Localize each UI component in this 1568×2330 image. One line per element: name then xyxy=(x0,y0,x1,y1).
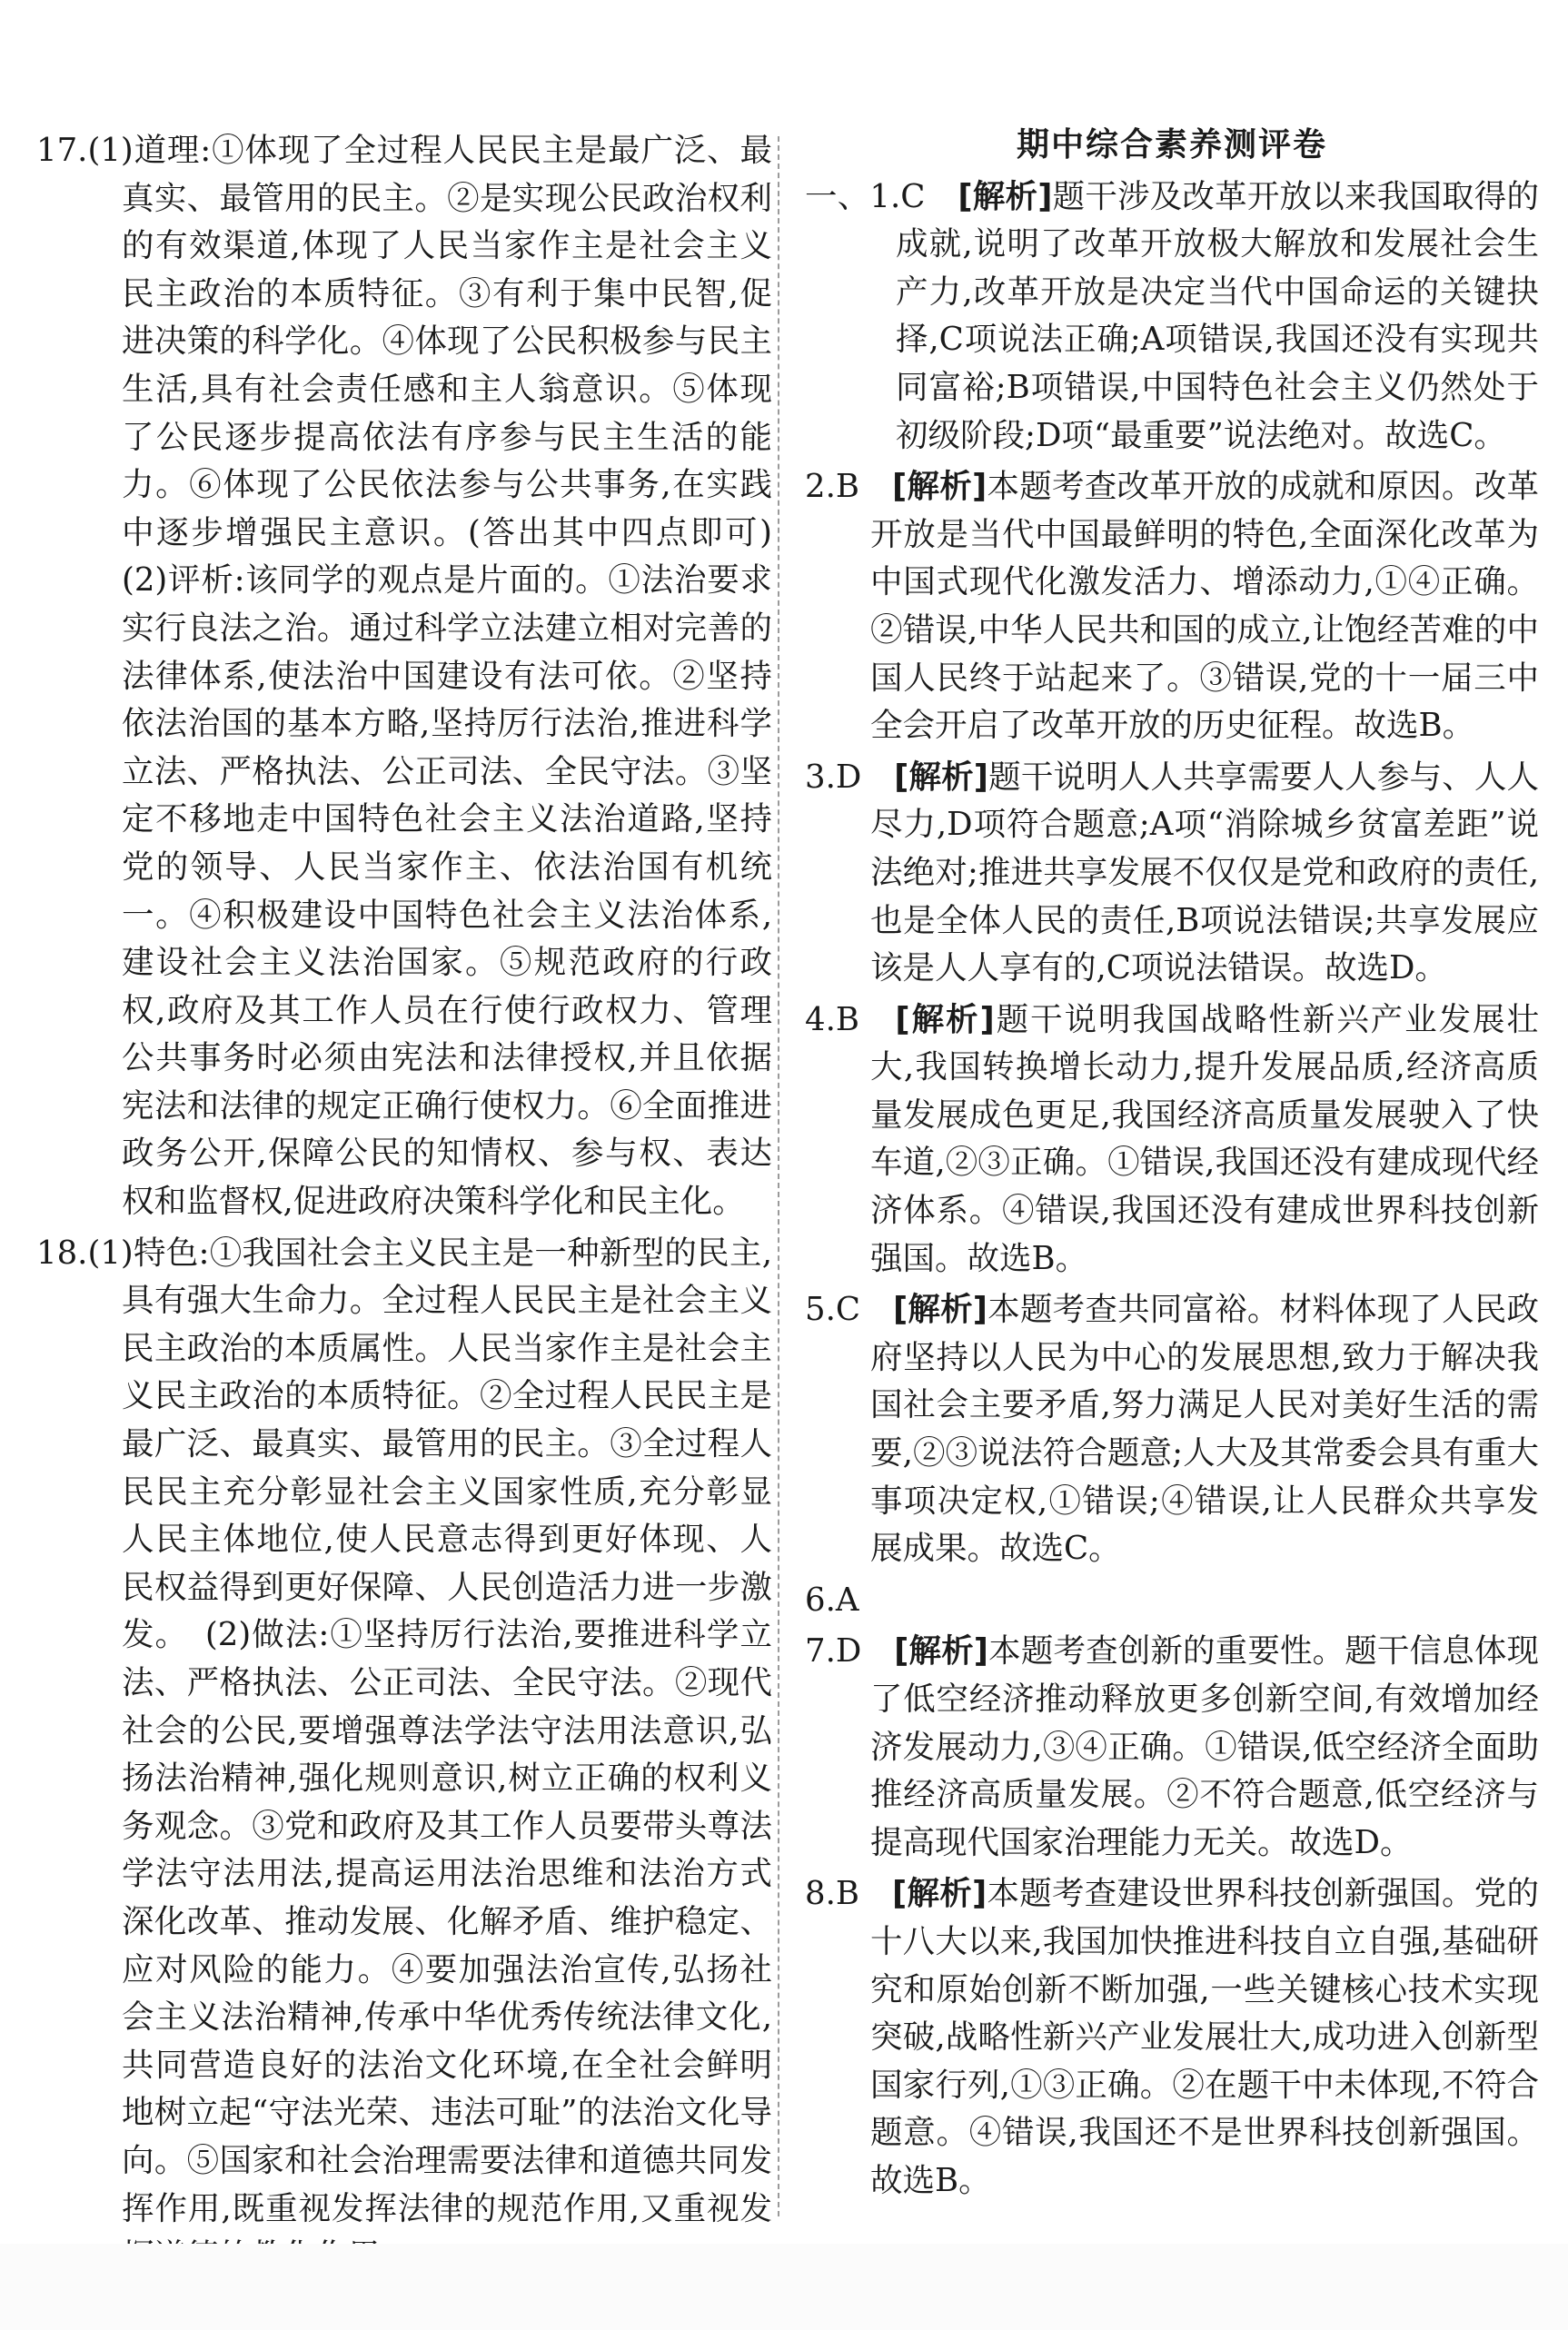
item-text: 题干说明我国战略性新兴产业发展壮大,我国转换增长动力,提升发展品质,经济高质量发展成色更足,我国经济高质量发展驶入了快车道,②③正确。①错误,我国还没有建成现代经济体系。④错误,我国还没有建成世界科技创新强国。故选B。 xyxy=(870,1000,1539,1277)
item-text: (1)道理:①体现了全过程人民民主是最广泛、最真实、最管用的民主。②是实现公民政治权利的有效渠道,体现了人民当家作主是社会主义民主政治的本质特征。③有利于集中民智,促进决策的科学化。④体现了公民积极参与民主生活,具有社会责任感和主人翁意识。⑤体现了公民逐步提高依法有序参与民主生活的能力。⑥体现了公民依法参与公共事务,在实践中逐步增强民主意识。(答出其中四点即可) (2)评析:该同学的观点是片面的。①法治要求实行良法之治。通过科学立法建立相对完善的法律体系,使法治中国建设有法可依。②坚持依法治国的基本方略,坚持厉行法治,推进科学立法、严格执法、公正司法、全民守法。③坚定不移地走中国特色社会主义法治道路,坚持党的领导、人民当家作主、依法治国有机统一。④积极建设中国特色社会主义法治体系,建设社会主义法治国家。⑤规范政府的行政权,政府及其工作人员在行使行政权力、管理公共事务时必须由宪法和法律授权,并且依据宪法和法律的规定正确行使权力。⑥全面推进政务公开,保障公民的知情权、参与权、表达权和监督权,促进政府决策科学化和民主化。 xyxy=(87,132,805,1221)
section-prefix: 一、 xyxy=(805,177,870,215)
item-answer: D xyxy=(835,1632,862,1671)
item-answer: D xyxy=(835,758,862,796)
item-number: 4. xyxy=(805,1000,836,1038)
item-number: 7. xyxy=(805,1632,836,1671)
column-divider xyxy=(778,136,779,2216)
item-answer: B xyxy=(835,1875,859,1913)
item-answer: B xyxy=(835,1000,859,1038)
item-text: 本题考查共同富裕。材料体现了人民政府坚持以人民为中心的发展思想,致力于解决我国社会主要矛盾,努力满足人民对美好生活的需要,②③说法符合题意;人大及其常委会具有重大事项决定权,①错误;④错误,让人民群众共享发展成果。故选C。 xyxy=(870,1291,1539,1568)
item-number: 5. xyxy=(805,1291,836,1329)
jiexi-label: [解析] xyxy=(892,1291,988,1329)
item-number: 6. xyxy=(805,1581,836,1619)
jiexi-label: [解析] xyxy=(895,1000,995,1038)
answer-item-4 xyxy=(805,996,1539,1284)
jiexi-label: [解析] xyxy=(894,758,989,796)
item-text: 本题考查建设世界科技创新强国。党的十八大以来,我国加快推进科技自立自强,基础研究和原始创新不断加强,一些关键核心技术实现突破,战略性新兴产业发展壮大,成功进入创新型国家行列,①③正确。②在题干中未体现,不符合题意。④错误,我国还不是世界科技创新强国。故选B。 xyxy=(870,1875,1539,2199)
item-answer: A xyxy=(835,1581,859,1619)
item-text: (1)特色:①我国社会主义民主是一种新型的民主,具有强大生命力。全过程人民民主是社会主义民主政治的本质属性。人民当家作主是社会主义民主政治的本质特征。②全过程人民民主是最广泛、最真实、最管用的民主。③全过程人民民主充分彰显社会主义国家性质,充分彰显人民主体地位,使人民意志得到更好体现、人民权益得到更好保障、人民创造活力进一步激发。 (2)做法:①坚持厉行法治,要推进科学立法、严格执法、公正司法、全民守法。②现代社会的公民,要增强尊法学法守法用法意识,弘扬法治精神,强化规则意识,树立正确的权利义务观念。③党和政府及其工作人员要带头尊法学法守法用法,提高运用法治思维和法治方式深化改革、推动发展、化解矛盾、维护稳定、应对风险的能力。④要加强法治宣传,弘扬社会主义法治精神,传承中华优秀传统法律文化,共同营造良好的法治文化环境,在全社会鲜明地树立起“守法光荣、违法可耻”的法治文化导向。⑤国家和社会治理需要法律和道德共同发挥作用,既重视发挥法律的规范作用,又重视发 xyxy=(87,1234,772,2227)
item-number: 18. xyxy=(36,1234,88,1272)
item-answer: C xyxy=(900,177,926,215)
answer-item-7 xyxy=(805,1628,1539,1867)
jiexi-label: [解析] xyxy=(891,1875,987,1913)
answer-item-2 xyxy=(805,463,1539,750)
item-text: 本题考查创新的重要性。题干信息体现了低空经济推动释放更多创新空间,有效增加经济发展动力,③④正确。①错误,低空经济全面助推经济高质量发展。②不符合题意,低空经济与提高现代国家治理能力无关。故选D。 xyxy=(870,1632,1539,1861)
item-number: 2. xyxy=(805,468,836,506)
item-number: 3. xyxy=(805,758,836,796)
answer-item-6 xyxy=(805,1577,1539,1625)
item-text: 本题考查改革开放的成就和原因。改革开放是当代中国最鲜明的特色,全面深化改革为中国式现代化激发活力、增添动力,①④正确。②错误,中华人民共和国的成立,让饱经苦难的中国人民终于站起来了。③错误,党的十一届三中全会开启了改革开放的历史征程。故选B。 xyxy=(870,468,1539,745)
item-number: 8. xyxy=(805,1875,836,1913)
answer-item-5 xyxy=(805,1286,1539,1573)
item-number: 1. xyxy=(869,177,901,215)
answer-item-18 xyxy=(36,1230,772,2281)
item-number: 17. xyxy=(36,132,88,169)
item-text: 题干涉及改革开放以来我国取得的成就,说明了改革开放极大解放和发展社会生产力,改革开放是决定当代中国命运的关键抉择,C项说法正确;A项错误,我国还没有实现共同富裕;B项错误,中国特色社会主义仍然处于初级阶段;D项“最重要”说法绝对。故选C。 xyxy=(896,177,1539,454)
section-title: 期中综合素养测评卷 xyxy=(1016,126,1327,164)
item-text: 题干说明人人共享需要人人参与、人人尽力,D项符合题意;A项“消除城乡贫富差距”说法绝对;推进共享发展不仅仅是党和政府的责任,也是全体人民的责任,B项说法错误;共享发展应该是人人享有的,C项说法错误。故选D。 xyxy=(870,758,1539,987)
jiexi-label: [解析] xyxy=(958,177,1053,215)
item-answer: C xyxy=(835,1291,861,1329)
answer-item-1 xyxy=(805,174,1539,461)
answer-item-8 xyxy=(805,1870,1539,2205)
left-column xyxy=(36,127,805,2285)
jiexi-label: [解析] xyxy=(891,468,987,506)
page-bottom-margin xyxy=(0,2244,1568,2330)
right-column xyxy=(805,127,1539,2209)
answer-item-17 xyxy=(36,127,805,1226)
jiexi-label: [解析] xyxy=(894,1632,989,1671)
answer-item-3 xyxy=(805,754,1539,993)
item-answer: B xyxy=(835,468,859,506)
